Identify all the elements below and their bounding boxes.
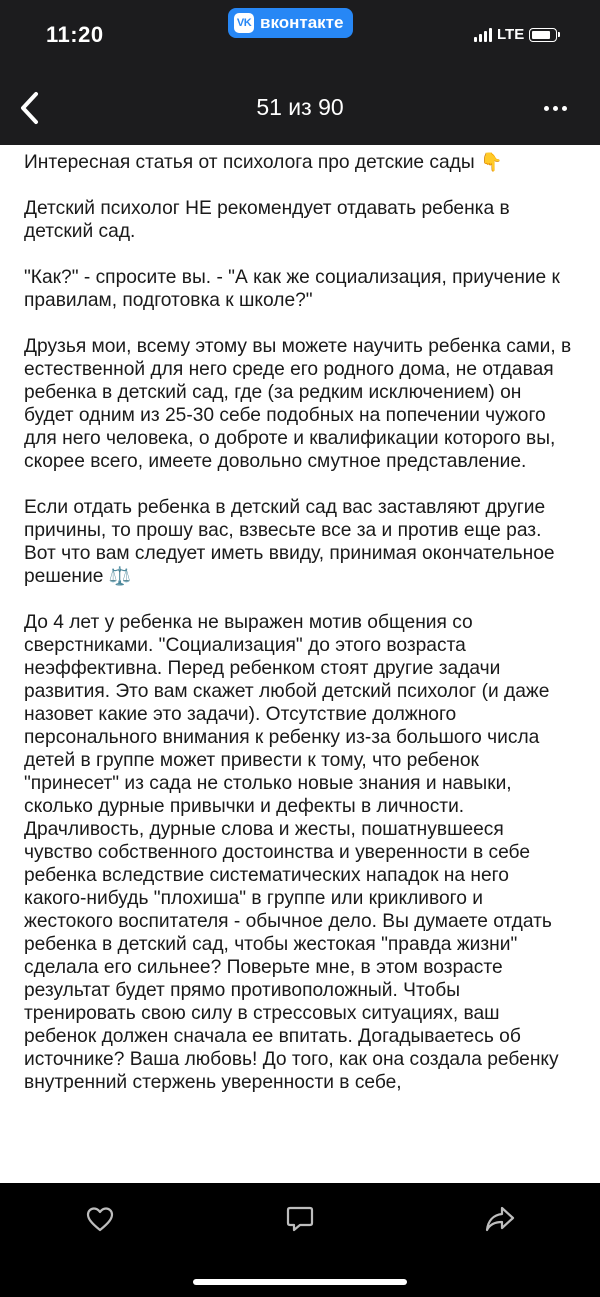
signal-icon bbox=[474, 28, 492, 42]
post-text bbox=[0, 145, 600, 1094]
status-bar bbox=[0, 0, 600, 70]
status-time: 11:20 bbox=[46, 22, 104, 47]
paragraph-5: Если отдать ребенка в детский сад вас заставляют другие причины, то прошу вас, взвесьте все за и против еще раз. Вот что вам следует иметь ввиду, принимая окончательное решение ⚖️ bbox=[24, 497, 555, 587]
share-button[interactable] bbox=[480, 1201, 520, 1237]
paragraph-4: Друзья мои, всему этому вы можете научить ребенка сами, в естественной для него среде его родного дома, не отдавая ребенка в детский сад, где (за редким исключением) он будет одним из 25-30 себе подобных на попечении чужого для него человека, о доброте и квалификации которого вы, скорее всего, имеете довольно смутное представление. bbox=[24, 336, 572, 472]
paragraph-6: До 4 лет у ребенка не выражен мотив общения со сверстниками. "Социализация" до этого возраста неэффективна. Перед ребенком стоят другие задачи развития. Это вам скажет любой детский психолог (и даже назовет какие это задачи). Отсутствие должного персонального внимания к ребенку из-за большого числа детей в группе может привести к тому, что ребенок "принесет" из сада не столько новые знания и навыки, сколько дурные привычки и дефекты в личности. Драчливость, дурные слова и жесты, пошатнувшееся чувство собственного достоинства и уверенности в себе ребенка вследствие систематических нападок на него какого-нибудь "плохиша" в группе или крикливого и жестокого воспитателя - обычное дело. Вы думаете отдать ребенка в детский сад, чтобы жестокая "правда жизни" сделала его сильнее? Поверьте мне, в этом возрасте результат будет прямо противоположный. Чтобы тренировать свою силу в стрессовых ситуациях, ваш ребенок должен сначала ее впитать. Догадываетесь об источнике? Ваша любовь! До того, как она создала ребенку внутренний стержень уверенности в себе, bbox=[24, 612, 559, 1093]
more-button[interactable] bbox=[535, 96, 575, 120]
app-badge[interactable] bbox=[228, 8, 353, 38]
like-button[interactable] bbox=[80, 1201, 120, 1237]
nav-bar bbox=[0, 70, 600, 145]
post-content[interactable] bbox=[0, 145, 600, 1183]
page-counter-title: 51 из 90 bbox=[256, 94, 344, 120]
comment-icon bbox=[285, 1204, 315, 1234]
status-indicators bbox=[474, 26, 557, 43]
network-type: LTE bbox=[497, 26, 525, 43]
pointing-down-emoji: 👇 bbox=[480, 152, 503, 172]
paragraph-intro: Интересная статья от психолога про детские сады 👇 bbox=[24, 152, 503, 173]
home-indicator[interactable] bbox=[193, 1279, 407, 1285]
paragraph-3: "Как?" - спросите вы. - "А как же социализация, приучение к правилам, подготовка к школе?" bbox=[24, 267, 560, 311]
heart-icon bbox=[86, 1206, 114, 1232]
share-icon bbox=[485, 1205, 515, 1233]
app-badge-label: вконтакте bbox=[260, 13, 344, 32]
scales-emoji: ⚖️ bbox=[108, 566, 132, 586]
battery-icon bbox=[529, 28, 557, 42]
more-dots-icon bbox=[544, 106, 549, 111]
comment-button[interactable] bbox=[280, 1201, 320, 1237]
vk-logo-icon: VK bbox=[234, 13, 254, 33]
paragraph-2: Детский психолог НЕ рекомендует отдавать ребенка в детский сад. bbox=[24, 198, 510, 242]
